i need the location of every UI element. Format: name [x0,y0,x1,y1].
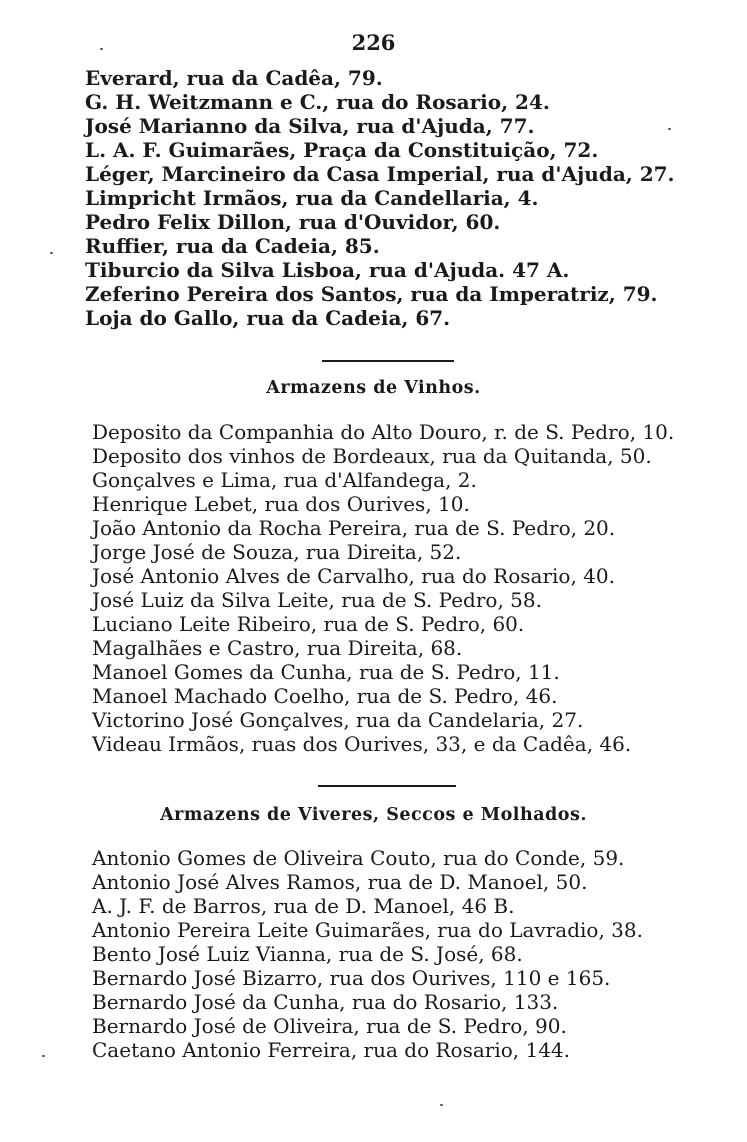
section-divider [318,785,456,787]
ink-speck [440,1104,443,1106]
list-item: Everard, rua da Cadêa, 79. [85,66,383,90]
list-item: Luciano Leite Ribeiro, rua de S. Pedro, 60. [92,612,525,636]
list-item: Victorino José Gonçalves, rua da Candelaria, 27. [92,708,584,732]
list-item: Jorge José de Souza, rua Direita, 52. [92,540,462,564]
list-item: A. J. F. de Barros, rua de D. Manoel, 46 B. [92,894,515,918]
list-item: G. H. Weitzmann e C., rua do Rosario, 24. [85,90,550,114]
section-heading-wine: Armazens de Vinhos. [266,378,481,398]
list-item: Caetano Antonio Ferreira, rua do Rosario, 144. [92,1038,571,1062]
list-item: José Antonio Alves de Carvalho, rua do Rosario, 40. [92,564,615,588]
list-item: Deposito da Companhia do Alto Douro, r. de S. Pedro, 10. [92,420,675,444]
list-item: Bento José Luiz Vianna, rua de S. José, 68. [92,942,523,966]
list-item: Videau Irmãos, ruas dos Ourives, 33, e da Cadêa, 46. [92,732,632,756]
list-item: Bernardo José da Cunha, rua do Rosario, 133. [92,990,559,1014]
list-item: Gonçalves e Lima, rua d'Alfandega, 2. [92,468,477,492]
list-item: Manoel Gomes da Cunha, rua de S. Pedro, 11. [92,660,560,684]
list-item: João Antonio da Rocha Pereira, rua de S. Pedro, 20. [92,516,616,540]
list-item: Bernardo José de Oliveira, rua de S. Pedro, 90. [92,1014,567,1038]
list-item: L. A. F. Guimarães, Praça da Constituição, 72. [85,138,599,162]
section-divider [322,360,454,362]
ink-speck [668,128,671,130]
list-item: Ruffier, rua da Cadeia, 85. [85,234,380,258]
list-item: José Marianno da Silva, rua d'Ajuda, 77. [85,114,535,138]
list-item: Limpricht Irmãos, rua da Candellaria, 4. [85,186,539,210]
list-item: Loja do Gallo, rua da Cadeia, 67. [85,306,451,330]
list-item: Antonio José Alves Ramos, rua de D. Manoel, 50. [92,870,588,894]
page-number: 226 [351,30,396,55]
ink-speck [50,252,53,254]
list-item: Pedro Felix Dillon, rua d'Ouvidor, 60. [85,210,501,234]
list-item: Manoel Machado Coelho, rua de S. Pedro, 46. [92,684,558,708]
list-item: Magalhães e Castro, rua Direita, 68. [92,636,463,660]
list-item: Deposito dos vinhos de Bordeaux, rua da Quitanda, 50. [92,444,652,468]
list-item: Antonio Pereira Leite Guimarães, rua do Lavradio, 38. [92,918,643,942]
list-item: Henrique Lebet, rua dos Ourives, 10. [92,492,470,516]
section-heading-provisions: Armazens de Viveres, Seccos e Molhados. [160,805,587,825]
ink-speck [42,1055,45,1057]
list-item: Zeferino Pereira dos Santos, rua da Imperatriz, 79. [85,282,658,306]
list-item: Antonio Gomes de Oliveira Couto, rua do Conde, 59. [92,846,625,870]
list-item: José Luiz da Silva Leite, rua de S. Pedro, 58. [92,588,542,612]
ink-speck [100,48,103,50]
list-item: Tiburcio da Silva Lisboa, rua d'Ajuda. 47 A. [85,258,570,282]
list-item: Bernardo José Bizarro, rua dos Ourives, 110 e 165. [92,966,611,990]
list-item: Léger, Marcineiro da Casa Imperial, rua d'Ajuda, 27. [85,162,675,186]
